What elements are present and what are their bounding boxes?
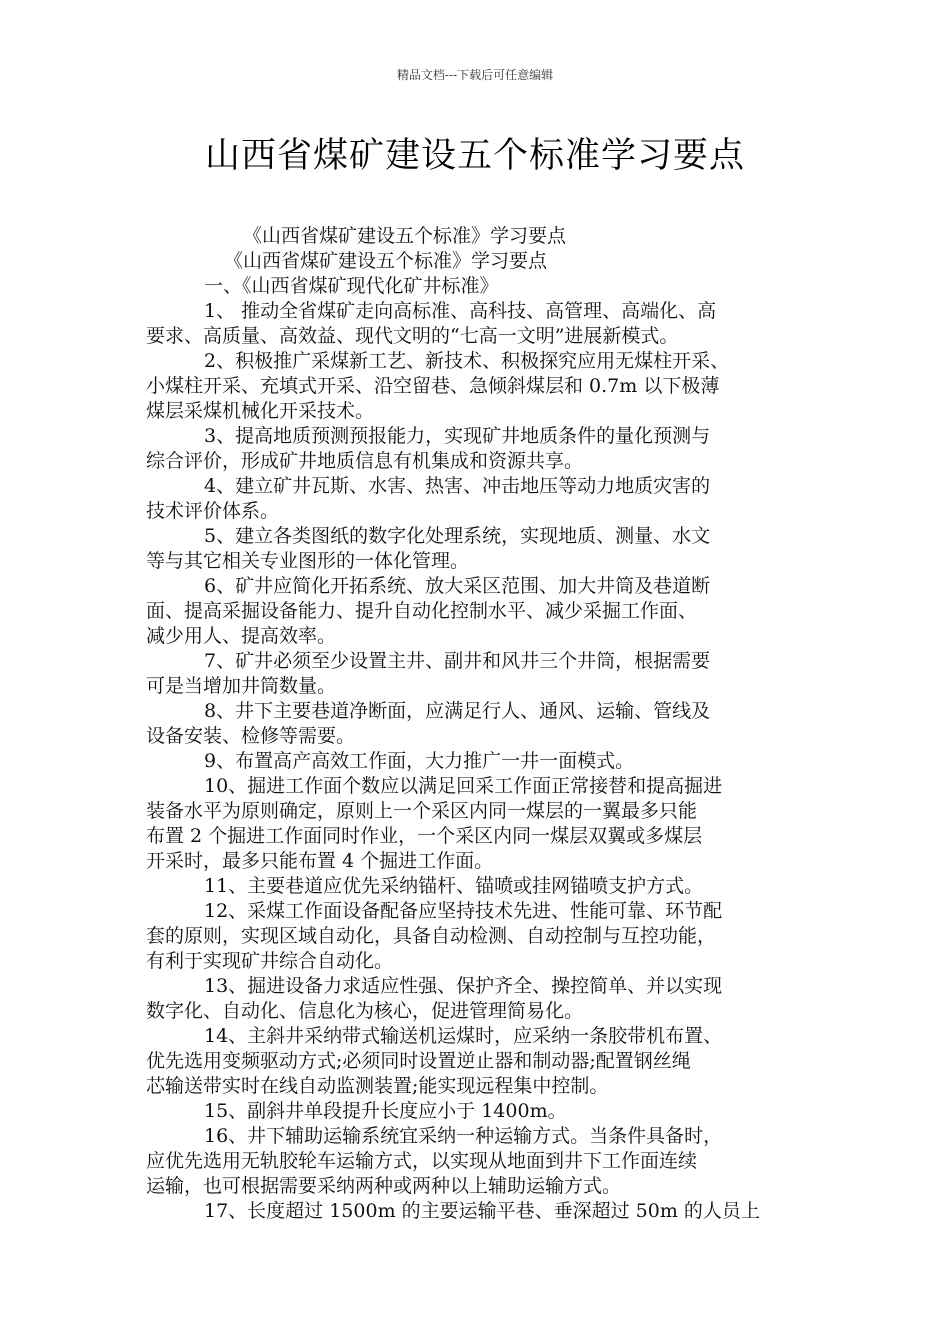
document-body	[146, 224, 826, 1224]
text-line: 15、副斜井单段提升长度应小于 1400m。	[204, 1100, 567, 1122]
text-line: 技术评价体系。	[146, 500, 280, 522]
text-line: 开采时，最多只能布置 4 个掘进工作面。	[146, 850, 494, 872]
text-line: 11、主要巷道应优先采纳锚杆、锚喷或挂网锚喷支护方式。	[204, 875, 704, 897]
text-line: 设备安装、检修等需要。	[146, 725, 356, 747]
text-line: 16、井下辅助运输系统宜采纳一种运输方式。当条件具备时，	[204, 1125, 723, 1147]
text-line: 17、长度超过 1500m 的主要运输平巷、垂深超过 50m 的人员上	[204, 1200, 760, 1222]
text-line: 9、布置高产高效工作面，大力推广一井一面模式。	[204, 750, 635, 772]
text-line: 《山西省煤矿建设五个标准》学习要点	[224, 250, 548, 272]
text-line: 可是当增加井筒数量。	[146, 675, 337, 697]
text-line: 13、掘进设备力求适应性强、保护齐全、操控简单、并以实现	[204, 975, 723, 997]
text-line: 应优先选用无轨胶轮车运输方式，以实现从地面到井下工作面连续	[146, 1150, 698, 1172]
text-line: 数字化、自动化、信息化为核心，促进管理简易化。	[146, 1000, 584, 1022]
text-line: 10、掘进工作面个数应以满足回采工作面正常接替和提高掘进	[204, 775, 723, 797]
page-title: 山西省煤矿建设五个标准学习要点	[204, 136, 745, 176]
text-line: 布置 2 个掘进工作面同时作业，一个采区内同一煤层双翼或多煤层	[146, 825, 703, 847]
text-line: 小煤柱开采、充填式开采、沿空留巷、急倾斜煤层和 0.7m 以下极薄	[146, 375, 720, 397]
text-line: 7、矿井必须至少设置主井、副井和风井三个井筒，根据需要	[204, 650, 711, 672]
text-line: 芯输送带实时在线自动监测装置;能实现远程集中控制。	[146, 1075, 609, 1097]
text-line: 装备水平为原则确定，原则上一个采区内同一煤层的一翼最多只能	[146, 800, 698, 822]
text-line: 有利于实现矿井综合自动化。	[146, 950, 394, 972]
text-line: 12、采煤工作面设备配备应坚持技术先进、性能可靠、环节配	[204, 900, 723, 922]
text-line: 3、提高地质预测预报能力，实现矿井地质条件的量化预测与	[204, 425, 711, 447]
text-line: 综合评价，形成矿井地质信息有机集成和资源共享。	[146, 450, 584, 472]
text-line: 一、《山西省煤矿现代化矿井标准》	[204, 275, 499, 297]
text-line: 运输，也可根据需要采纳两种或两种以上辅助运输方式。	[146, 1175, 622, 1197]
text-line: 8、井下主要巷道净断面，应满足行人、通风、运输、管线及	[204, 700, 711, 722]
text-line: 14、主斜井采纳带式输送机运煤时，应采纳一条胶带机布置、	[204, 1025, 723, 1047]
text-line: 1、 推动全省煤矿走向高标准、高科技、高管理、高端化、高	[204, 300, 717, 322]
text-line: 面、提高采掘设备能力、提升自动化控制水平、减少采掘工作面、	[146, 600, 698, 622]
header-note: 精品文档---下载后可任意编辑	[396, 68, 554, 82]
text-line: 6、矿井应简化开拓系统、放大采区范围、加大井筒及巷道断	[204, 575, 711, 597]
text-line: 煤层采煤机械化开采技术。	[146, 400, 375, 422]
text-line: 5、建立各类图纸的数字化处理系统，实现地质、测量、水文	[204, 525, 711, 547]
text-line: 套的原则，实现区域自动化，具备自动检测、自动控制与互控功能，	[146, 925, 717, 947]
text-line: 2、积极推广采煤新工艺、新技术、积极探究应用无煤柱开采、	[204, 350, 730, 372]
text-line: 要求、高质量、高效益、现代文明的“七高一文明”进展新模式。	[146, 325, 679, 347]
text-line: 优先选用变频驱动方式;必须同时设置逆止器和制动器;配置钢丝绳	[146, 1050, 691, 1072]
text-line: 4、建立矿井瓦斯、水害、热害、冲击地压等动力地质灾害的	[204, 475, 711, 497]
text-line: 减少用人、提高效率。	[146, 625, 337, 647]
text-line: 等与其它相关专业图形的一体化管理。	[146, 550, 470, 572]
text-line: 《山西省煤矿建设五个标准》学习要点	[243, 225, 567, 247]
